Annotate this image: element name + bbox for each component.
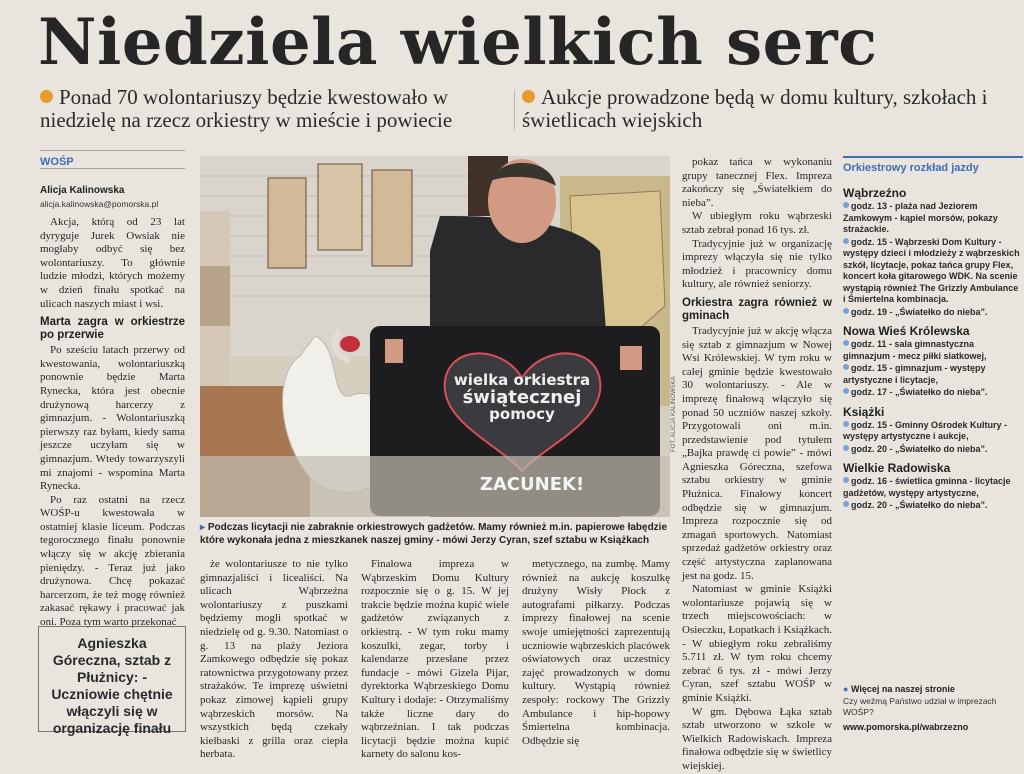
schedule-event: godz. 17 - „Światełko do nieba”. <box>843 387 1023 399</box>
author-name: Alicja Kalinowska <box>40 185 125 196</box>
subheading: Orkiestra zagra również w gminach <box>682 296 832 322</box>
bullet-icon <box>522 90 535 103</box>
article-column-3 <box>361 558 509 761</box>
section-tag: WOŚP <box>40 156 74 168</box>
lead-right: Aukcje prowadzone będą w domu kultury, szkołach i świetlicach wiejskich <box>522 85 988 132</box>
bullet-icon <box>843 238 849 244</box>
author-email[interactable]: alicja.kalinowska@pomorska.pl <box>40 199 159 209</box>
bullet-icon <box>843 308 849 314</box>
paragraph: W gm. Dębowa Łąka sztab sztab utworzono w szkole w Wielkich Radowiskach. Impreza finałowa odbędzie się w świetlicy wiejskiej. <box>682 705 832 772</box>
article-photo <box>200 156 670 517</box>
lead-divider <box>514 90 515 130</box>
bullet-icon <box>40 90 53 103</box>
tag-rule <box>40 168 185 169</box>
article-column-4 <box>522 558 670 747</box>
paragraph: pokaz tańca w wykonaniu grupy tanecznej Flex. Impreza zakończy się „Światełkiem do nieba”. <box>682 156 832 209</box>
paragraph: Tradycyjnie już w organizację imprezy włączyła się nie tylko młodzież i pracownicy domu kultury, ale również seniorzy. <box>682 237 832 291</box>
sidebar-title: Orkiestrowy rozkład jazdy <box>843 156 1023 180</box>
photo-caption: ▸ Podczas licytacji nie zabraknie orkiestrowych gadżetów. Mamy również m.in. papierowe łabędzie które wykonała jedna z mieszkanek naszej gminy - mówi Jerzy Cyran, szef sztabu w Książkach <box>200 522 668 546</box>
town-name: Książki <box>843 404 885 419</box>
schedule-event: godz. 15 - gimnazjum - występy artystyczne i licytacje, <box>843 363 986 385</box>
bullet-icon: ● <box>843 684 851 694</box>
town-name: Wąbrzeźno <box>843 186 907 200</box>
pull-quote: Agnieszka Góreczna, sztab z Płużnicy: - Uczniowie chętnie włączyli się w organizację finału <box>51 635 173 736</box>
bullet-icon <box>843 445 849 451</box>
paragraph: Tradycyjnie już w akcję włącza się sztab z gimnazjum w Nowej Wsi Królewskiej. W tym roku w całej gminie będzie kwestowało 30 wolontariuszy. - Ale w imprezę finałową włączyło się ponad 50 uczniów naszej szkoły. Przygotowali oni m.in. przedstawienie pod tytułem „Bajka prawdę ci powie” - mówi Agnieszka Góreczna, szefowa sztabu orkiestry w gminie Płużnica. Finałowy koncert odbędzie się w gimnazjum. Impreza rozpocznie się od zmagań sportowych. Natomiast sprzedaż gadżetów orkiestry oraz część artystyczna zaplanowana jest na godz. 15. <box>682 324 832 582</box>
bullet-icon <box>843 421 849 427</box>
bullet-icon <box>843 340 849 346</box>
subheading: Marta zagra w orkiestrze po przerwie <box>40 316 185 342</box>
headline: Niedziela wielkich serc <box>38 5 878 80</box>
shirt-heart-text: wielka orkiestra świątecznej pomocy <box>453 371 591 423</box>
paragraph: Po sześciu latach przerwy od kwestowania, wolontariuszką ponownie będzie Marta Rynecka, która jest obecnie drużynową harcerzy z gimnazjum. - Wolontariuszką pierwszy raz byłam, kiedy sama jeszcze uczyłam się w gimnazjum. Wtedy towarzyszyli mi znajomi - wspomina Marta Rynecka. <box>40 344 185 493</box>
bullet-icon <box>843 501 849 507</box>
shirt-slogan: ZACUNEK! <box>479 474 585 495</box>
schedule-event: godz. 15 - Wąbrzeski Dom Kultury - występy dzieci i młodzieży z wąbrzeskich szkół, licytacje, pokaz tańca grupy Flex, koncert koła gitarowego WDK. Na scenie wystąpią również The Grizzly Ambulance i Śmiertelna kombinacja. <box>843 236 1020 304</box>
schedule-event: godz. 15 - Gminny Ośrodek Kultury - występy artystyczne i aukcje, <box>843 419 1008 441</box>
paragraph: Akcja, którą od 23 lat dyryguje Jurek Owsiak nie mogłaby odbyć się bez wolontariuszy. To głównie ludzie młodzi, których możemy w dzień finału spotkać na ulicach naszych miast i wsi. <box>40 216 185 310</box>
lead-left: Ponad 70 wolontariuszy będzie kwestowało w niedzielę na rzecz orkiestry w mieście i powiecie <box>40 85 453 132</box>
schedule-sidebar <box>843 156 1023 512</box>
schedule-event: godz. 20 - „Światełko do nieba”. <box>843 500 1023 512</box>
town-name: Wielkie Radowiska <box>843 461 951 475</box>
paragraph: W ubiegłym roku wąbrzeski sztab zebrał ponad 16 tys. zł. <box>682 210 832 236</box>
paragraph: metycznego, na zumbę. Mamy również na aukcję koszulkę drużyny Wisły Płock z autografami piłkarzy. Podczas imprezy finałowej na scenie swoje umiejętności zaprezentują uczniowie wąbrzeskich placówek oświatowych oraz uczestnicy zajęć prowadzonych w domu kultury. Wystąpią również zespoły: rockowy The Grizzly Ambulance i hip-hopowy Śmiertelna kombinacja. Odbędzie się <box>522 558 670 747</box>
article-column-1 <box>40 216 185 629</box>
town-name: Nowa Wieś Królewska <box>843 324 970 338</box>
photo-credit: FOT. ALICJA KALINOWSKA <box>671 376 677 452</box>
schedule-event: godz. 13 - plaża nad Jeziorem Zamkowym - kąpiel morsów, pokazy strażackie. <box>843 201 998 234</box>
schedule-event: godz. 11 - sala gimnastyczna gimnazjum - mecz piłki siatkowej, <box>843 339 987 361</box>
bullet-icon <box>843 202 849 208</box>
photo-illustration <box>200 156 670 517</box>
reader-question: Czy weźmą Państwo udział w imprezach WOŚP? <box>843 696 997 717</box>
paragraph: że wolontariusze to nie tylko gimnazjaliści i licealiści. Na ulicach Wąbrzeźna wolontariuszy z puszkami będziemy mogli spotkać w niedzielę od g. 9.30. Natomiast o g. 13 na plaży Jeziora Zamkowego odbędzie się pokaz ratownictwa przygotowany przez strażaków. Te imprezę uświetni pokaz zimowej kąpieli grupy wąbrzeskich morsów. Na wszystkich będą czekały kiełbaski z grilla oraz ciepła herbata. <box>200 558 348 761</box>
bullet-icon <box>843 364 849 370</box>
more-online: ● Więcej na naszej stronie <box>843 684 955 694</box>
website-link[interactable]: www.pomorska.pl/wabrzezno <box>843 722 969 732</box>
bullet-icon <box>843 477 849 483</box>
pull-quote-box <box>38 626 186 736</box>
bullet-icon <box>843 388 849 394</box>
schedule-event: godz. 16 - świetlica gminna - licytacje gadżetów, występy artystyczne, <box>843 476 1011 498</box>
schedule-event: godz. 19 - „Światełko do nieba”. <box>843 307 1023 319</box>
top-rule <box>40 150 185 151</box>
schedule-event: godz. 20 - „Światełko do nieba”. <box>843 444 1023 456</box>
caption-arrow-icon: ▸ <box>200 522 208 533</box>
paragraph: Natomiast w gminie Książki wolontariusze pojawią się w trzech miejscowościach: w Osieczku, Łopatkach i Książkach. - W ubiegłym roku zebraliśmy 5.711 zł. W tym roku chcemy zebrać 6 tys. zł - mówi Jerzy Cyran, szef sztabu WOŚP w gminie Książki. <box>682 583 832 704</box>
paragraph: Finałowa impreza w Wąbrzeskim Domu Kultury rozpocznie się o g. 15. W jej trakcie będzie można kupić wiele gadżetów związanych z orkiestrą. - W tym roku mamy koszulki, zegar, torby i kalendarze przesłane przez fundacje - mówi Gizela Pijar, dyrektorka Wąbrzeskiego Domu Kultury i dodaje: - Otrzymaliśmy także liczne dary do wąbrzeźnian. I tak podczas licytacji będzie można kupić karnety do salonu kos- <box>361 558 509 761</box>
paragraph: Po raz ostatni na rzecz WOŚP-u kwestowała w ostatniej klasie liceum. Podczas tegorocznego finału ponownie włączy się w akcję zbierania pieniędzy. - Teraz już jako drużynowa. Chcę pokazać harcerzom, że też mogę również zakasać rękawy i pracować jak oni. Poza tym warto przekonać <box>40 493 185 629</box>
article-column-5 <box>682 156 832 772</box>
article-column-2 <box>200 558 348 761</box>
sidebar-footer <box>843 684 1023 732</box>
